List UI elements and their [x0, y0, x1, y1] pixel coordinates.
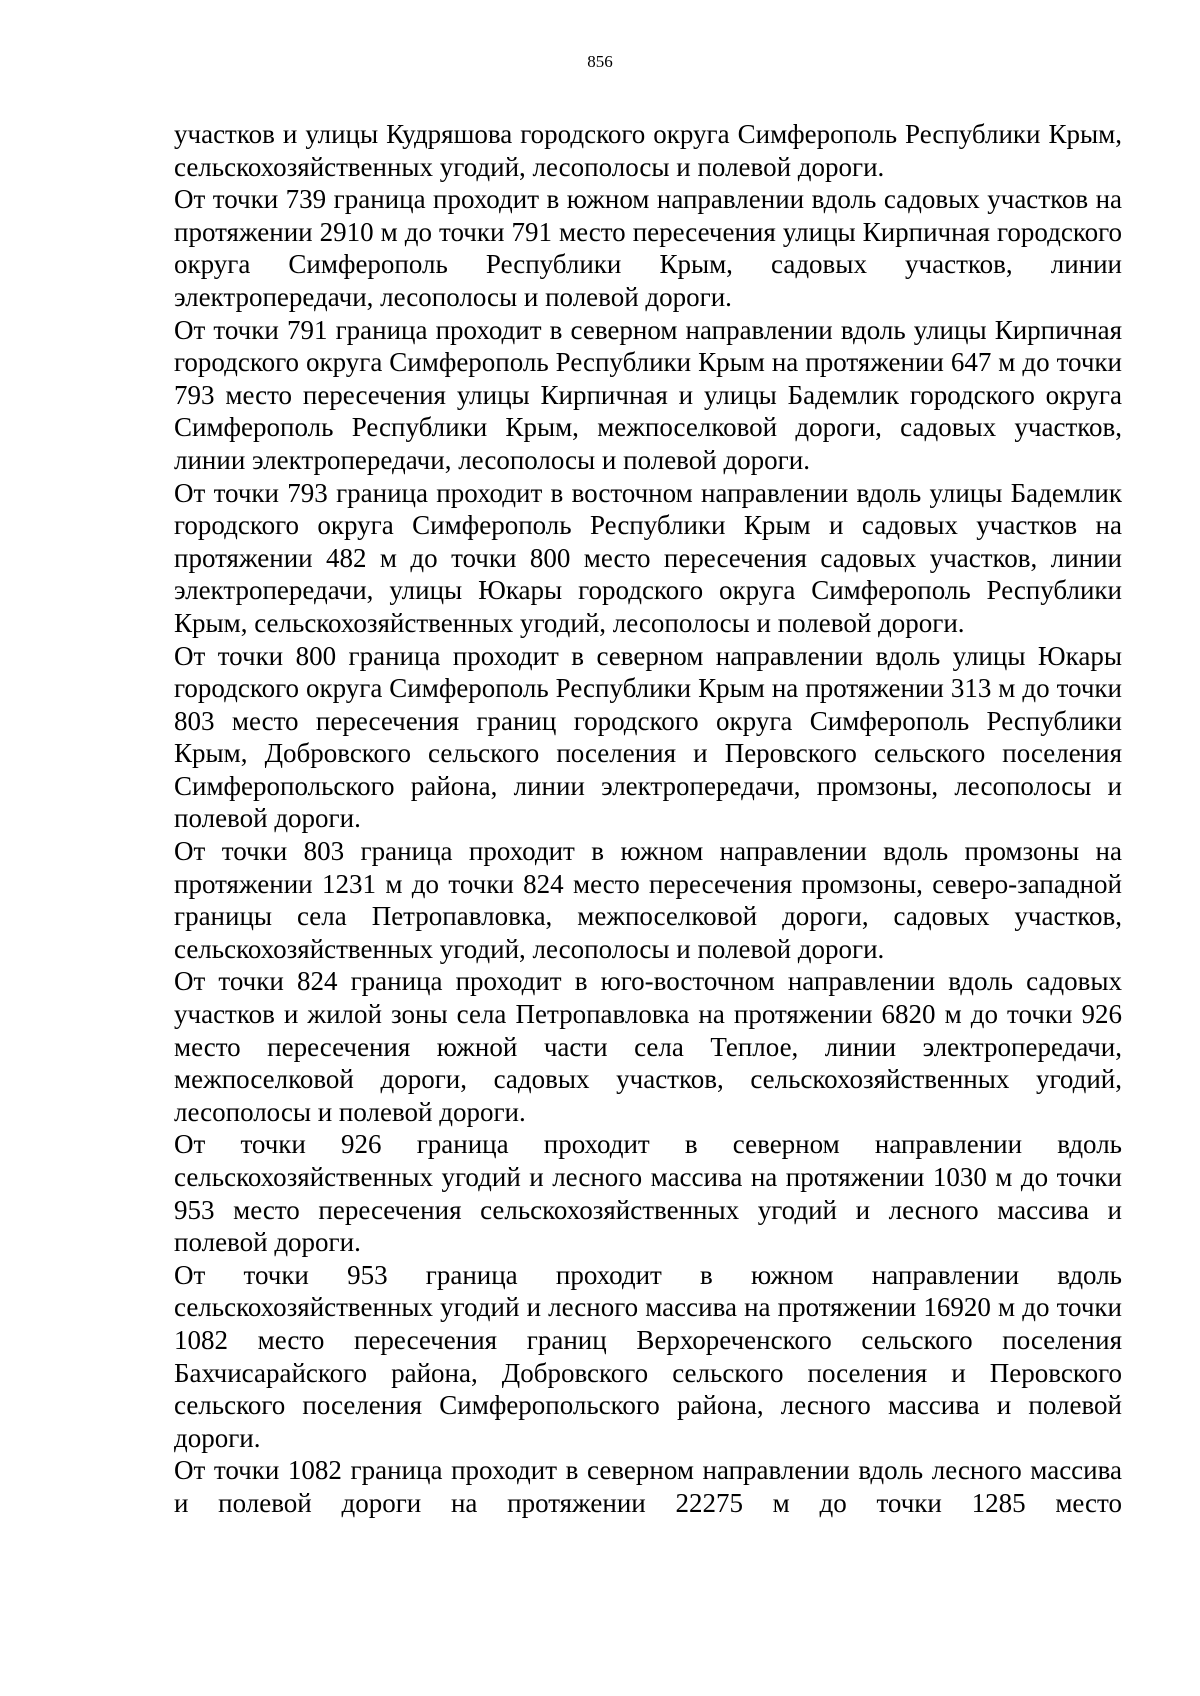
paragraph: От точки 800 граница проходит в северном направлении вдоль улицы Юкары городского округа Симферополь Республики Крым на протяжении 313 м до точки 803 место пересечения границ городского округа Симферополь Республики Крым, Добровского сельского поселения и Перовского сельского поселения Симферопольского района, линии электропередачи, промзоны, лесополосы и полевой дороги.: [174, 640, 1122, 834]
paragraph: От точки 824 граница проходит в юго-восточном направлении вдоль садовых участков и жилой зоны села Петропавловка на протяжении 6820 м до точки 926 место пересечения южной части села Теплое, линии электропередачи, межпоселковой дороги, садовых участков, сельскохозяйственных угодий, лесополосы и полевой дороги.: [174, 966, 1122, 1127]
paragraph: От точки 739 граница проходит в южном направлении вдоль садовых участков на протяжении 2910 м до точки 791 место пересечения улицы Кирпичная городского округа Симферополь Республики Крым, садовых участков, линии электропередачи, лесополосы и полевой дороги.: [174, 184, 1122, 312]
paragraph: От точки 793 граница проходит в восточном направлении вдоль улицы Бадемлик городского округа Симферополь Республики Крым и садовых участков на протяжении 482 м до точки 800 место пересечения садовых участков, линии электропередачи, улицы Юкары городского округа Симферополь Республики Крым, сельскохозяйственных угодий, лесополосы и полевой дороги.: [174, 477, 1122, 638]
paragraph: участков и улицы Кудряшова городского округа Симферополь Республики Крым, сельскохозяйственных угодий, лесополосы и полевой дороги.: [174, 119, 1122, 182]
paragraph: От точки 803 граница проходит в южном направлении вдоль промзоны на протяжении 1231 м до точки 824 место пересечения промзоны, северо-западной границы села Петропавловка, межпоселковой дороги, садовых участков, сельскохозяйственных угодий, лесополосы и полевой дороги.: [174, 836, 1122, 964]
document-body: [174, 118, 1122, 1520]
paragraph-continued: От точки 1082 граница проходит в северном направлении вдоль лесного массива и полевой дороги на протяжении 22275 м до точки 1285 место: [174, 1455, 1122, 1518]
page-number: 856: [587, 52, 613, 71]
paragraph: От точки 953 граница проходит в южном направлении вдоль сельскохозяйственных угодий и лесного массива на протяжении 16920 м до точки 1082 место пересечения границ Верхореченского сельского поселения Бахчисарайского района, Добровского сельского поселения и Перовского сельского поселения Симферопольского района, лесного массива и полевой дороги.: [174, 1259, 1122, 1453]
paragraph: От точки 791 граница проходит в северном направлении вдоль улицы Кирпичная городского округа Симферополь Республики Крым на протяжении 647 м до точки 793 место пересечения улицы Кирпичная и улицы Бадемлик городского округа Симферополь Республики Крым, межпоселковой дороги, садовых участков, линии электропередачи, лесополосы и полевой дороги.: [174, 314, 1122, 475]
paragraph: От точки 926 граница проходит в северном направлении вдоль сельскохозяйственных угодий и лесного массива на протяжении 1030 м до точки 953 место пересечения сельскохозяйственных угодий и лесного массива и полевой дороги.: [174, 1129, 1122, 1258]
